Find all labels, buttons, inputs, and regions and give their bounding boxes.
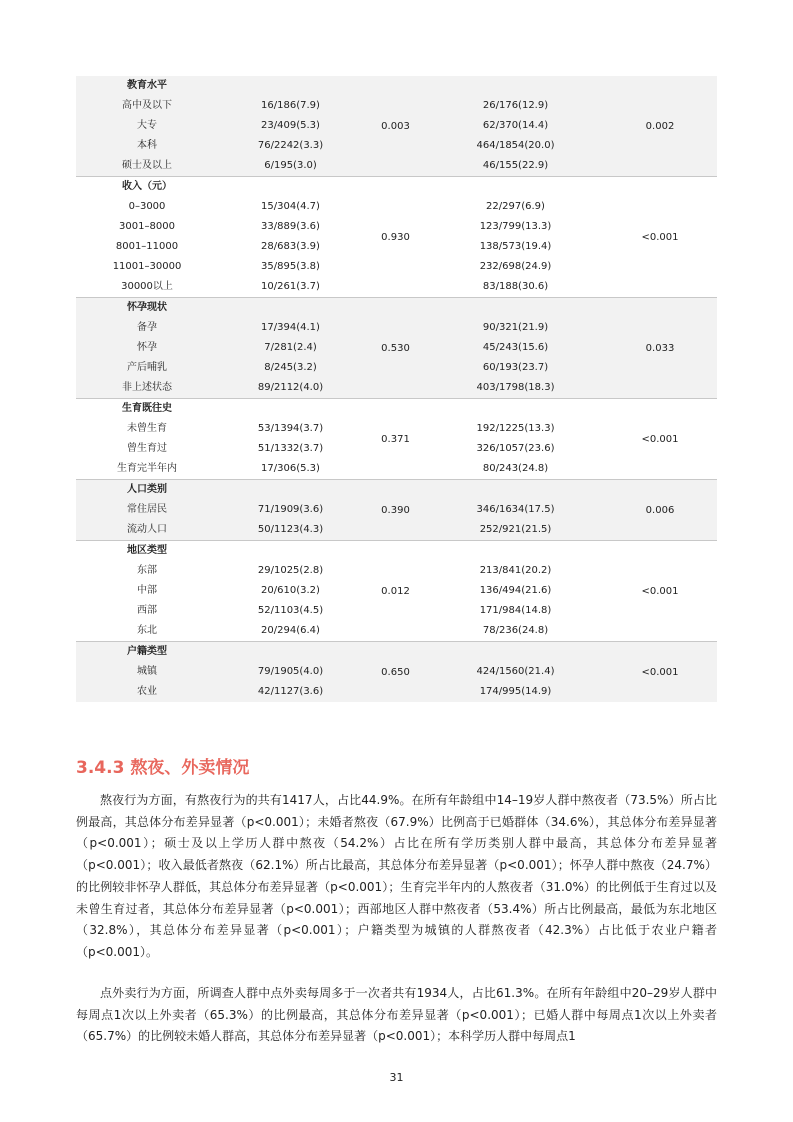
row-label: 东部 xyxy=(137,565,157,576)
cell-group2: 136/494(21.6) xyxy=(479,585,552,596)
row-label: 本科 xyxy=(137,140,157,151)
row-label: 3001–8000 xyxy=(119,221,175,232)
row-label: 30000以上 xyxy=(121,281,173,292)
cell-group1: 42/1127(3.6) xyxy=(257,686,324,697)
p-value-2: <0.001 xyxy=(641,585,679,597)
row-label: 产后哺乳 xyxy=(127,362,167,373)
row-label: 非上述状态 xyxy=(122,382,172,393)
cell-group2: 123/799(13.3) xyxy=(479,221,552,232)
cell-group2: 192/1225(13.3) xyxy=(476,423,555,434)
section-title: 3.4.3 熬夜、外卖情况 xyxy=(76,758,250,778)
cell-group1: 33/889(3.6) xyxy=(261,221,320,232)
p-value-1: 0.650 xyxy=(381,666,410,678)
cell-group1: 8/245(3.2) xyxy=(264,362,317,373)
group-header: 怀孕现状 xyxy=(127,302,167,313)
p-value-1: 0.371 xyxy=(381,433,410,445)
row-label: 流动人口 xyxy=(127,524,167,535)
cell-group2: 174/995(14.9) xyxy=(479,686,552,697)
group-header: 教育水平 xyxy=(127,80,167,91)
cell-group1: 20/610(3.2) xyxy=(261,585,320,596)
row-label: 怀孕 xyxy=(137,342,157,353)
cell-group2: 346/1634(17.5) xyxy=(476,504,555,515)
table-group xyxy=(76,541,717,641)
cell-group1: 6/195(3.0) xyxy=(264,160,317,171)
table-group xyxy=(76,298,717,398)
group-header: 户籍类型 xyxy=(127,646,167,657)
cell-group2: 252/921(21.5) xyxy=(479,524,552,535)
cell-group2: 138/573(19.4) xyxy=(479,241,552,252)
cell-group2: 26/176(12.9) xyxy=(482,100,549,111)
group-header: 收入（元） xyxy=(122,181,172,192)
cell-group2: 232/698(24.9) xyxy=(479,261,552,272)
p-value-1: 0.012 xyxy=(381,585,410,597)
cell-group2: 326/1057(23.6) xyxy=(476,443,555,454)
cell-group1: 17/306(5.3) xyxy=(261,463,320,474)
table-group xyxy=(76,642,717,702)
cell-group2: 60/193(23.7) xyxy=(482,362,549,373)
p-value-2: 0.006 xyxy=(645,504,675,516)
cell-group2: 171/984(14.8) xyxy=(479,605,552,616)
cell-group1: 89/2112(4.0) xyxy=(257,382,324,393)
row-label: 西部 xyxy=(137,605,157,616)
row-label: 常住居民 xyxy=(127,504,167,515)
row-label: 0–3000 xyxy=(128,201,166,212)
p-value-2: 0.002 xyxy=(645,120,675,132)
page-number: 31 xyxy=(389,1071,404,1084)
cell-group2: 83/188(30.6) xyxy=(482,281,549,292)
group-header: 地区类型 xyxy=(127,545,167,556)
table-group xyxy=(76,399,717,479)
row-label: 11001–30000 xyxy=(112,261,182,272)
p-value-2: <0.001 xyxy=(641,666,679,678)
paragraph-takeout: 点外卖行为方面，所调查人群中点外卖每周多于一次者共有1934人，占比61.3%。在所有年龄组中20–29岁人群中每周点1次以上外卖者（65.3%）的比例最高，其总体分布差异显著（p<0.001）；已婚人群中每周点1次以上外卖者（65.7%）的比例较未婚人群高，其总体分布差异显著（p<0.001）；本科学历人群中每周点1 xyxy=(76,986,717,1044)
row-label: 备孕 xyxy=(137,322,157,333)
p-value-1: 0.930 xyxy=(381,231,410,243)
group-header: 生育既往史 xyxy=(122,403,172,414)
cell-group1: 51/1332(3.7) xyxy=(257,443,324,454)
row-label: 8001–11000 xyxy=(115,241,179,252)
row-label: 曾生育过 xyxy=(127,443,167,454)
cell-group1: 76/2242(3.3) xyxy=(257,140,324,151)
cell-group1: 28/683(3.9) xyxy=(261,241,320,252)
row-label: 大专 xyxy=(137,120,157,131)
p-value-1: 0.003 xyxy=(381,120,410,132)
paragraph-stay-up-late: 熬夜行为方面，有熬夜行为的共有1417人，占比44.9%。在所有年龄组中14–19岁人群中熬夜者（73.5%）所占比例最高，其总体分布差异显著（p<0.001）；未婚者熬夜（67.9%）比例高于已婚群体（34.6%），其总体分布差异显著（p<0.001）；硕士及以上学历人群中熬夜（54.2%）占比在所有学历类别人群中最高，其总体分布差异显著（p<0.001）；收入最低者熬夜（62.1%）所占比最高，其总体分布差异显著（p<0.001）；怀孕人群中熬夜（24.7%）的比例较非怀孕人群低，其总体分布差异显著（p<0.001）；生育完半年内的人熬夜者（31.0%）的比例低于生育过以及未曾生育过者，其总体分布差异显著（p<0.001）；西部地区人群中熬夜者（53.4%）所占比例最高，最低为东北地区（32.8%），其总体分布差异显著（p<0.001）；户籍类型为城镇的人群熬夜者（42.3%）占比低于农业户籍者（p<0.001）。 xyxy=(76,793,717,959)
row-label: 农业 xyxy=(137,686,157,697)
cell-group2: 424/1560(21.4) xyxy=(476,666,555,677)
cell-group1: 35/895(3.8) xyxy=(261,261,320,272)
cell-group1: 23/409(5.3) xyxy=(261,120,320,131)
cell-group1: 16/186(7.9) xyxy=(261,100,320,111)
cell-group1: 53/1394(3.7) xyxy=(257,423,324,434)
cell-group1: 17/394(4.1) xyxy=(261,322,320,333)
cell-group2: 78/236(24.8) xyxy=(482,625,549,636)
cell-group2: 62/370(14.4) xyxy=(482,120,549,131)
cell-group2: 80/243(24.8) xyxy=(482,463,549,474)
cell-group2: 90/321(21.9) xyxy=(482,322,549,333)
row-label: 高中及以下 xyxy=(122,100,172,111)
row-label: 城镇 xyxy=(137,666,157,677)
row-label: 中部 xyxy=(137,585,157,596)
p-value-1: 0.390 xyxy=(381,504,410,516)
row-label: 东北 xyxy=(137,625,157,636)
cell-group2: 45/243(15.6) xyxy=(482,342,549,353)
cell-group2: 46/155(22.9) xyxy=(482,160,549,171)
cell-group1: 7/281(2.4) xyxy=(264,342,317,353)
row-label: 未曾生育 xyxy=(127,423,167,434)
cell-group1: 15/304(4.7) xyxy=(261,201,320,212)
cell-group1: 71/1909(3.6) xyxy=(257,504,324,515)
row-label: 生育完半年内 xyxy=(117,463,177,474)
cell-group1: 29/1025(2.8) xyxy=(257,565,324,576)
statistics-table xyxy=(76,76,717,702)
p-value-2: <0.001 xyxy=(641,433,679,445)
cell-group2: 22/297(6.9) xyxy=(486,201,545,212)
p-value-1: 0.530 xyxy=(381,342,410,354)
cell-group2: 464/1854(20.0) xyxy=(476,140,555,151)
p-value-2: <0.001 xyxy=(641,231,679,243)
cell-group1: 79/1905(4.0) xyxy=(257,666,324,677)
group-header: 人口类别 xyxy=(127,484,167,495)
cell-group2: 403/1798(18.3) xyxy=(476,382,555,393)
table-group xyxy=(76,480,717,540)
cell-group1: 10/261(3.7) xyxy=(261,281,320,292)
cell-group1: 50/1123(4.3) xyxy=(257,524,324,535)
cell-group1: 20/294(6.4) xyxy=(261,625,320,636)
p-value-2: 0.033 xyxy=(645,342,675,354)
table-group xyxy=(76,76,717,176)
cell-group2: 213/841(20.2) xyxy=(479,565,552,576)
row-label: 硕士及以上 xyxy=(122,160,172,171)
cell-group1: 52/1103(4.5) xyxy=(257,605,324,616)
table-group xyxy=(76,177,717,297)
